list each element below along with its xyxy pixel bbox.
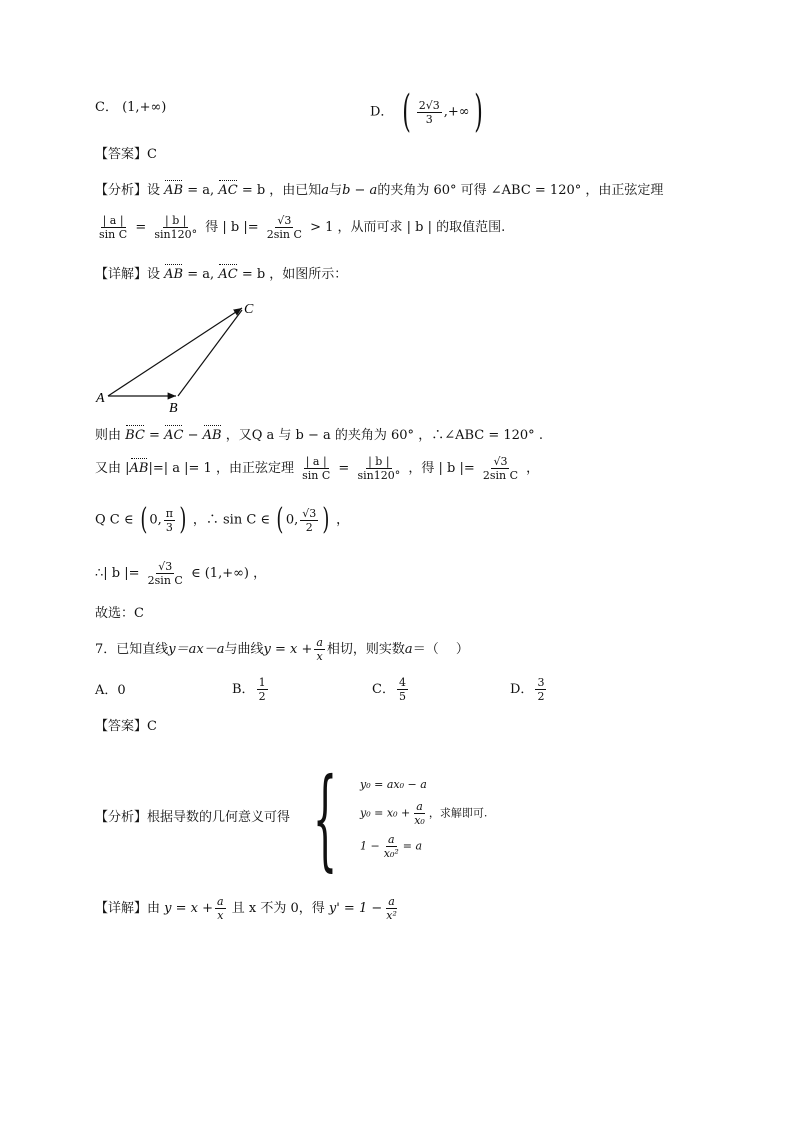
fraction-a-over-sinc: $\frac{| a |}{\text{sin C}}$ (99, 214, 128, 241)
detail-tag: 【详解】 (95, 267, 148, 282)
option-d-fraction: $\frac{2√3}{3}$ (418, 98, 440, 126)
option-c-value: (1,+∞) (122, 100, 167, 115)
fraction-b-over-sin120: $\frac{| b |}{\sin 120^\circ}$ (154, 214, 198, 241)
point-c-label: C (244, 302, 254, 317)
option-c (95, 99, 166, 117)
answer-value: C (147, 147, 157, 162)
q6-detail-line2: 则由 BC = AC − AB ，又Q a 与 b − a 的夹角为 60° ，∴∠ABC = 120° . (95, 428, 543, 443)
q7-option-a: A．0 (95, 683, 126, 698)
q6-detail-line1: 【详解】设 AB = a, AC = b ，如图所示： (95, 267, 348, 282)
q6-detail-line5: ∴| b |= $\frac{√3}{\text{2sin C}}$ ∈ (1,+∞) ， (95, 560, 267, 587)
q6-choose: 故选：C (95, 606, 144, 621)
analysis-tag: 【分析】 (95, 183, 148, 198)
segment-bc (178, 310, 242, 396)
q6-analysis-line1: 【分析】设 AB = a, AC = b ，由已知a与b − a的夹角为 60° 可得 ∠ABC = 120° ，由正弦定理 (95, 183, 664, 198)
q7-option-d: D． $\frac{3}{2}$ (510, 676, 545, 703)
option-d-label: D． (370, 104, 394, 120)
q7-detail: 【详解】由 y = x + $\frac{a}{x}$ 且 x 不为 0，得 y' = 1 − $\frac{a}{\text{x²}}$ (95, 895, 397, 922)
q7-stem: 7．已知直线y＝ax－a与曲线y = x + $\frac{a}{x}$ 相切，则实数a＝（ ） (95, 636, 469, 663)
equation-system (360, 776, 487, 860)
vector-ab: AB (164, 183, 184, 198)
q6-answer (95, 146, 157, 164)
q7-option-b: B． $\frac{1}{2}$ (232, 676, 266, 703)
point-b-label: B (169, 401, 178, 416)
q6-analysis-line2: $\frac{| a |}{\text{sin C}}$ = $\frac{| b |}{\sin 120^\circ}$ 得 | b |= $\frac{√3}{\text{2sin C}}$ > 1 ，从而可求 | b | 的取值范围. (99, 214, 506, 241)
vector-ac-arrow (108, 308, 242, 396)
answer-tag: 【答案】 (95, 147, 148, 162)
fraction-sqrt3-over-2sinc: $\frac{√3}{\text{2sin C}}$ (266, 214, 302, 241)
vector-ac: AC (218, 183, 238, 198)
q6-detail-line3: 又由 |AB|=| a |= 1 ，由正弦定理 $\frac{| a |}{\text{sin C}}$ = $\frac{| b |}{\sin 120^\circ}$ ，得 | b |= $\frac{√3}{\text{2sin C}}$ ， (95, 455, 540, 482)
system-brace: { (312, 753, 338, 882)
system-eq1: y₀ = ax₀ − a (360, 777, 427, 791)
option-d: D． ( $\frac{2√3}{3}$ ,+∞) (370, 86, 483, 137)
q7-option-c: C． $\frac{4}{5}$ (372, 676, 406, 703)
system-eq3: 1 − $\frac{a}{\text{x₀²}}$ = a (360, 832, 423, 860)
triangle-figure (90, 295, 270, 420)
q7-answer: 【答案】C (95, 719, 157, 734)
system-eq2: y₀ = x₀ + $\frac{a}{\text{x₀}}$ ，求解即可. (360, 799, 488, 827)
option-c-label: C． (95, 100, 118, 115)
q6-detail-line4: Q C ∈ ( 0, $\frac{\pi}{3}$ ) ，∴ sin C ∈ ( 0, $\frac{√3}{2}$ ) ， (95, 502, 350, 537)
point-a-label: A (96, 391, 105, 406)
q7-analysis: 【分析】 根据导数的几何意义可得 { y₀ = ax₀ − a y₀ = x₀ + $\frac{a}{\text{x₀}}$ ，求解即可. 1 − $\frac{a}{\text{x₀²}}$ = a (95, 753, 488, 882)
